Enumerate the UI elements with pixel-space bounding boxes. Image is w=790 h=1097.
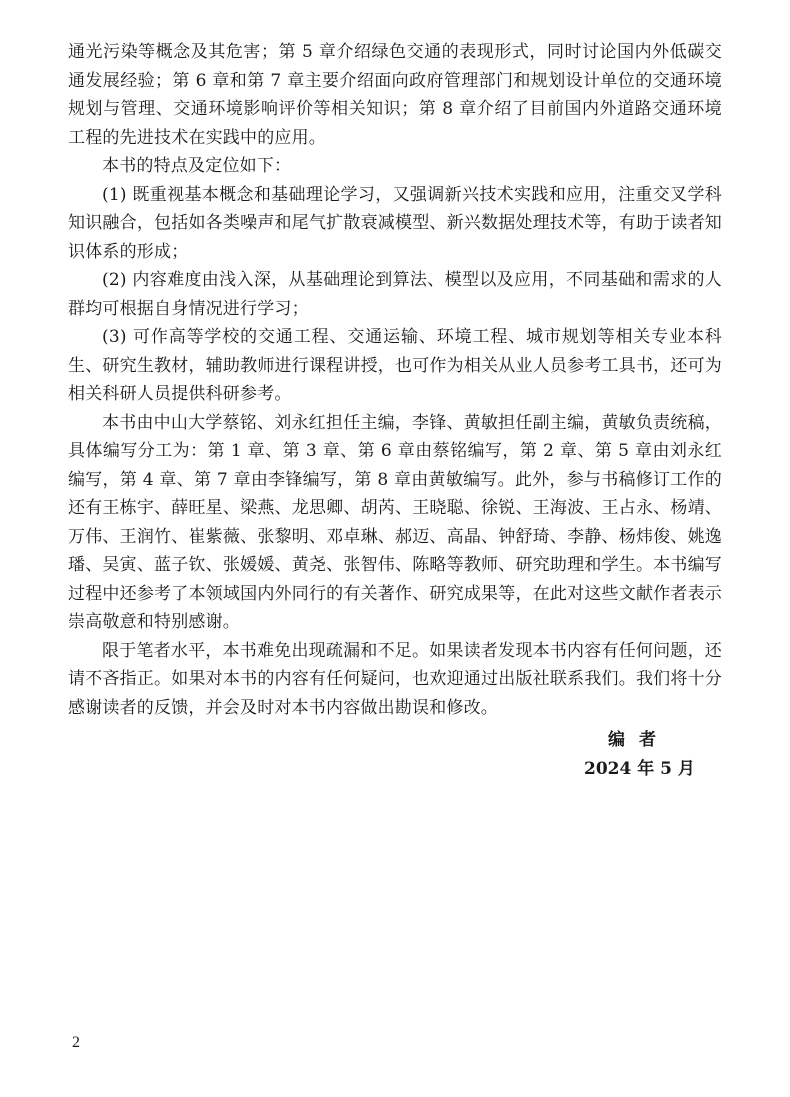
paragraph-authors: 本书由中山大学蔡铭、刘永红担任主编，李锋、黄敏担任副主编，黄敏负责统稿，具体编写分工为：第 1 章、第 3 章、第 6 章由蔡铭编写，第 2 章、第 5 章由刘永红编写，第 4 章、第 7 章由李锋编写，第 8 章由黄敏编写。此外，参与书稿修订工作的还有王栋宇、薛旺星、梁燕、龙思卿、胡芮、王晓聪、徐锐、王海波、王占永、杨靖、万伟、王润竹、崔紫薇、张黎明、邓卓琳、郝迈、高晶、钟舒琦、李静、杨炜俊、姚逸璠、吴寅、蓝子钦、张媛媛、黄尧、张智伟、陈略等教师、研究助理和学生。本书编写过程中还参考了本领域国内外同行的有关著作、研究成果等，在此对这些文献作者表示崇高敬意和特别感谢。	[68, 412, 722, 632]
signature-author: 编者	[608, 730, 670, 750]
page-number: 2	[72, 1034, 80, 1051]
paragraph-features-intro: 本书的特点及定位如下：	[102, 156, 292, 176]
paragraph-feature-2: (2) 内容难度由浅入深，从基础理论到算法、模型以及应用，不同基础和需求的人群均可根据自身情况进行学习；	[68, 270, 722, 319]
paragraph-feature-1: (1) 既重视基本概念和基础理论学习，又强调新兴技术实践和应用，注重交叉学科知识融合，包括如各类噪声和尾气扩散衰减模型、新兴数据处理技术等，有助于读者知识体系的形成；	[68, 184, 722, 262]
paragraph-closing: 限于笔者水平，本书难免出现疏漏和不足。如果读者发现本书内容有任何问题，还请不吝指正。如果对本书的内容有任何疑问，也欢迎通过出版社联系我们。我们将十分感谢读者的反馈，并会及时对本书内容做出勘误和修改。	[68, 640, 722, 718]
signature-date: 2024 年 5 月	[584, 759, 695, 779]
preface-body	[68, 38, 722, 722]
paragraph-feature-3: (3) 可作高等学校的交通工程、交通运输、环境工程、城市规划等相关专业本科生、研究生教材，辅助教师进行课程讲授，也可作为相关从业人员参考工具书，还可为相关科研人员提供科研参考。	[68, 327, 722, 404]
paragraph-chapter-summary: 通光污染等概念及其危害；第 5 章介绍绿色交通的表现形式，同时讨论国内外低碳交通发展经验；第 6 章和第 7 章主要介绍面向政府管理部门和规划设计单位的交通环境规划与管理、交通环境影响评价等相关知识；第 8 章介绍了目前国内外道路交通环境工程的先进技术在实践中的应用。	[68, 42, 722, 148]
signature-block	[560, 726, 700, 784]
